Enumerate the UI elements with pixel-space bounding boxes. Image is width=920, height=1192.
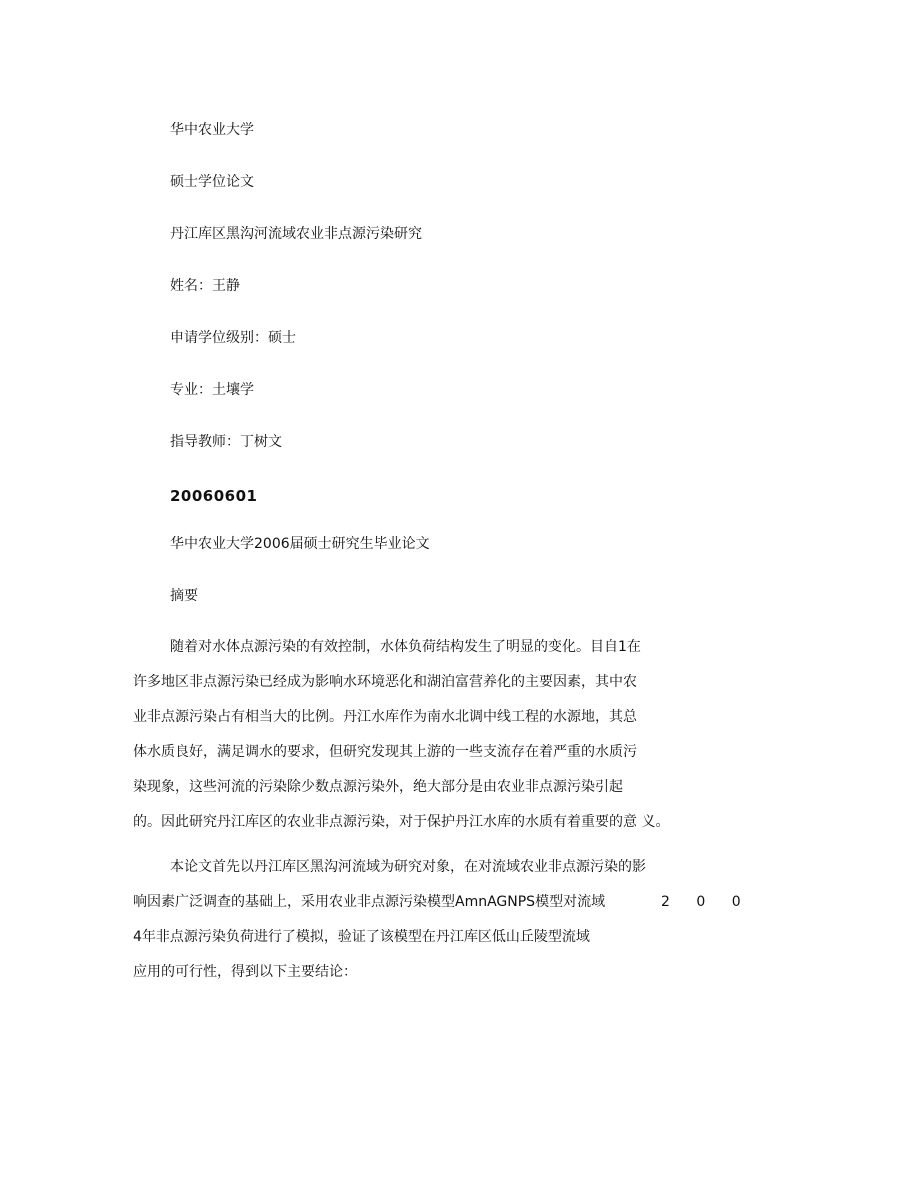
abstract-heading: 摘要 — [170, 588, 198, 604]
advisor: 指导教师：丁树文 — [170, 434, 282, 450]
university-name: 华中农业大学 — [170, 122, 254, 138]
abstract-p2-line: 本论文首先以丹江库区黑沟河流域为研究对象，在对流域农业非点源污染的影 — [170, 859, 646, 875]
author-name: 姓名：王静 — [170, 278, 240, 294]
running-header: 华中农业大学2006届硕士研究生毕业论文 — [170, 536, 430, 552]
thesis-date: 20060601 — [170, 487, 258, 505]
abstract-p1-line: 染现象，这些河流的污染除少数点源污染外，绝大部分是由农业非点源污染引起 — [133, 779, 623, 795]
major: 专业：土壤学 — [170, 382, 254, 398]
abstract-p1-line: 随着对水体点源污染的有效控制，水体负荷结构发生了明显的变化。目自1在 — [170, 639, 641, 655]
abstract-p1-line: 的。因此研究丹江库区的农业非点源污染，对于保护丹江水库的水质有着重要的意 义。 — [133, 814, 670, 830]
abstract-p2-spaced-digits: 2 0 0 — [661, 894, 741, 910]
abstract-p1-line: 业非点源污染占有相当大的比例。丹江水库作为南水北调中线工程的水源地，其总 — [133, 709, 637, 725]
thesis-title: 丹江库区黑沟河流域农业非点源污染研究 — [170, 226, 422, 242]
abstract-p1-line: 体水质良好，满足调水的要求，但研究发现其上游的一些支流存在着严重的水质污 — [133, 744, 637, 760]
abstract-p2-line: 响因素广泛调查的基础上，采用农业非点源污染模型AmnAGNPS模型对流域 — [133, 894, 606, 910]
abstract-p2-line: 4年非点源污染负荷进行了模拟，验证了该模型在丹江库区低山丘陵型流域 — [133, 929, 590, 945]
abstract-p2-line: 应用的可行性，得到以下主要结论： — [133, 964, 357, 980]
degree-level: 申请学位级别：硕士 — [170, 330, 296, 346]
abstract-p1-line: 许多地区非点源污染已经成为影响水环境恶化和湖泊富营养化的主要因素，其中农 — [133, 674, 637, 690]
degree-type: 硕士学位论文 — [170, 174, 254, 190]
